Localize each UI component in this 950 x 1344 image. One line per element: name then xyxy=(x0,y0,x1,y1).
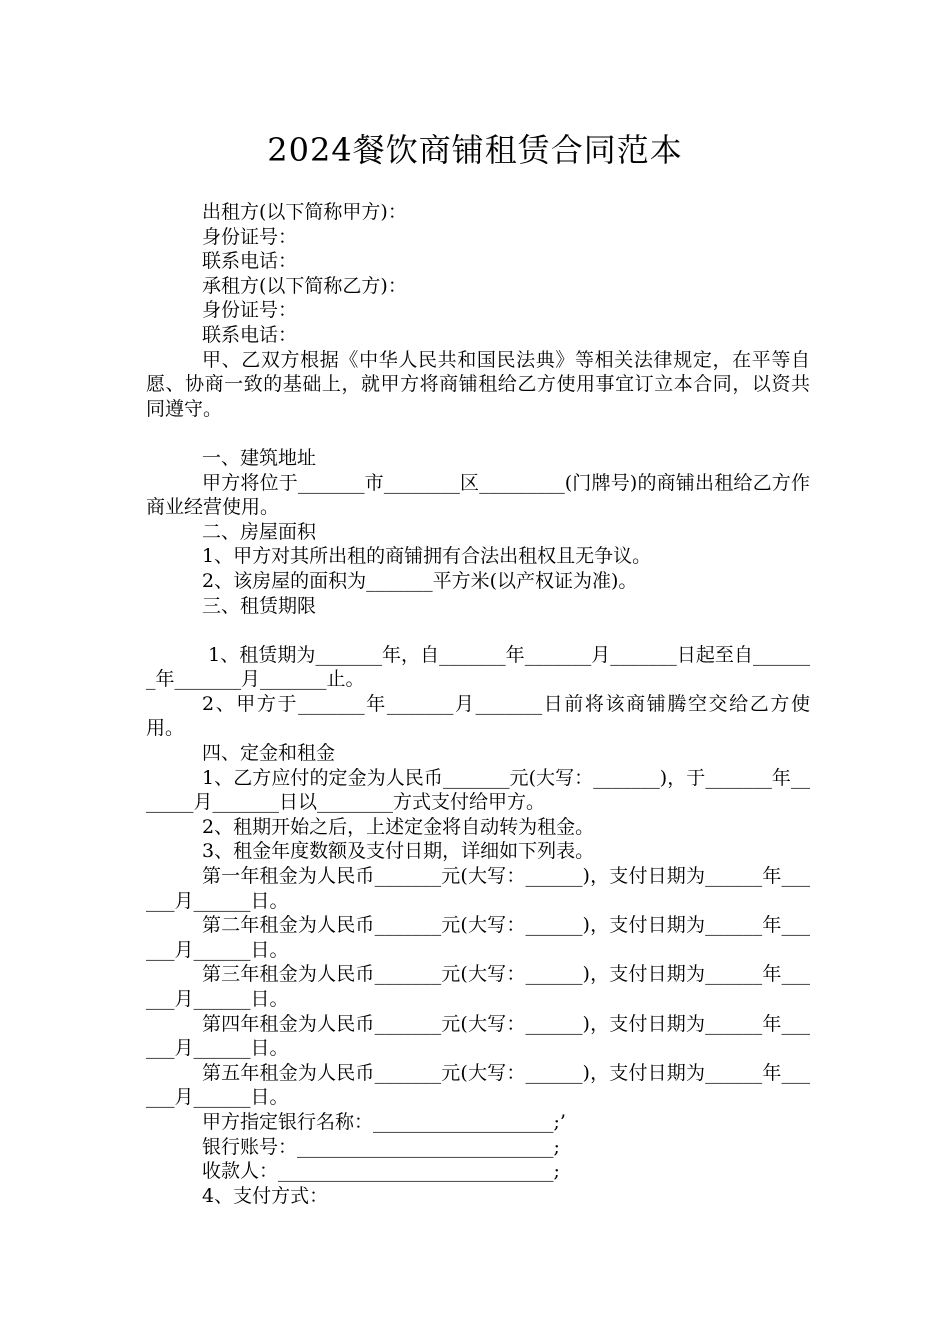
deposit-item-3: 3、租金年度数额及支付日期，详细如下列表。 xyxy=(202,840,595,863)
rent-year-1: 第一年租金为人民币_______元(大写：______)，支付日期为______年______月______日。 xyxy=(146,865,810,912)
deposit-item-1: 1、乙方应付的定金为人民币_______元(大写：_______)，于_______年_______月_______日以________方式支付给甲方。 xyxy=(146,766,810,814)
blank-line xyxy=(146,618,810,643)
area-item-1: 1、甲方对其所出租的商铺拥有合法出租权且无争议。 xyxy=(202,545,652,568)
section-heading-area: 二、房屋面积 xyxy=(202,520,317,543)
address-paragraph: 甲方将位于_______市________区_________(门牌号)的商铺出租给乙方作商业经营使用。 xyxy=(146,471,810,519)
deposit-item-2: 2、租期开始之后，上述定金将自动转为租金。 xyxy=(202,815,595,838)
bank-name-line: 甲方指定银行名称：___________________;’ xyxy=(202,1110,566,1133)
rent-year-3: 第三年租金为人民币_______元(大写：______)，支付日期为______年______月______日。 xyxy=(146,963,810,1010)
term-item-2: 2、甲方于_______年_______月_______日前将该商铺腾空交给乙方使用。 xyxy=(146,692,810,740)
area-item-2: 2、该房屋的面积为_______平方米(以产权证为准)。 xyxy=(202,569,638,592)
lessor-phone-line: 联系电话： xyxy=(202,250,298,273)
bank-account-line: 银行账号：___________________________; xyxy=(202,1135,560,1158)
section-heading-term: 三、租赁期限 xyxy=(202,594,317,617)
lessee-phone-line: 联系电话： xyxy=(202,323,298,346)
document-title: 2024餐饮商铺租赁合同范本 xyxy=(267,131,683,169)
preamble-paragraph: 甲、乙双方根据《中华人民共和国民法典》等相关法律规定，在平等自愿、协商一致的基础上，就甲方将商铺租给乙方使用事宜订立本合同，以资共同遵守。 xyxy=(146,348,810,420)
rent-year-4: 第四年租金为人民币_______元(大写：______)，支付日期为______年______月______日。 xyxy=(146,1012,810,1060)
lessor-line: 出租方(以下简称甲方)： xyxy=(202,201,407,223)
blank-line xyxy=(146,421,810,446)
rent-year-2: 第二年租金为人民币_______元(大写：______)，支付日期为______年______月______日。 xyxy=(146,914,810,961)
payment-method-line: 4、支付方式： xyxy=(202,1184,329,1207)
payee-line: 收款人：_____________________________; xyxy=(202,1160,560,1183)
section-heading-deposit-rent: 四、定金和租金 xyxy=(202,742,336,765)
rent-year-5: 第五年租金为人民币_______元(大写：______)，支付日期为______年______月______日。 xyxy=(146,1061,810,1109)
document-body xyxy=(146,200,810,1208)
lessee-line: 承租方(以下简称乙方)： xyxy=(202,274,407,297)
term-item-1: 1、租赁期为_______年，自_______年_______月_______日起至自_______年_______月_______止。 xyxy=(146,643,810,691)
lessee-id-line: 身份证号： xyxy=(202,299,298,322)
section-heading-address: 一、建筑地址 xyxy=(202,446,317,469)
lessor-id-line: 身份证号： xyxy=(202,225,298,248)
